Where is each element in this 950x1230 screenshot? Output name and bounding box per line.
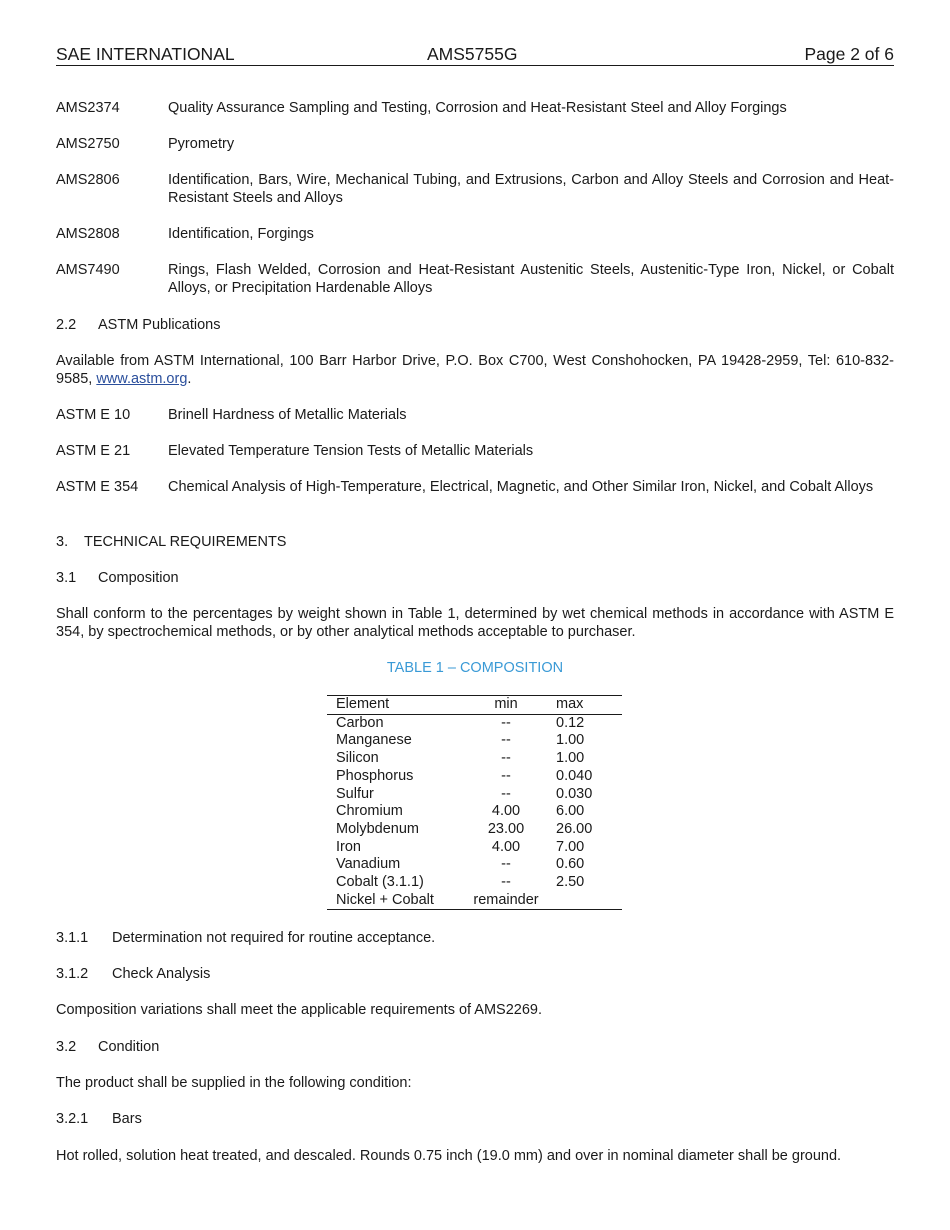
max-cell: 6.00 <box>556 803 585 820</box>
max-cell: 2.50 <box>556 874 585 891</box>
column-header: min <box>466 696 546 715</box>
reference-title: Identification, Bars, Wire, Mechanical Tubing, and Extrusions, Carbon and Alloy Steels and Corrosion and Heat-Resistant Steels and Alloys <box>168 172 894 206</box>
section-title: Check Analysis <box>112 966 211 982</box>
min-cell: 23.00 <box>487 820 525 837</box>
reference-title: Identification, Forgings <box>168 226 314 242</box>
reference-entry <box>56 99 894 117</box>
table-row <box>327 874 622 892</box>
min-cell: -- <box>501 750 511 767</box>
section-heading-3-2-1 <box>56 1110 142 1128</box>
condition-paragraph: The product shall be supplied in the following condition: <box>56 1075 412 1091</box>
table-row <box>327 803 622 821</box>
section-number: 3.2 <box>56 1039 77 1055</box>
table-row <box>327 786 622 804</box>
reference-code: AMS2806 <box>56 172 120 188</box>
min-cell: -- <box>501 767 511 784</box>
reference-entry <box>56 261 894 297</box>
astm-availability-paragraph <box>56 352 894 388</box>
header-page-number: Page 2 of 6 <box>804 44 894 64</box>
element-cell: Nickel + Cobalt <box>327 892 466 910</box>
reference-code: AMS7490 <box>56 262 120 278</box>
table-row <box>327 768 622 786</box>
table-row <box>327 856 622 874</box>
max-cell: 1.00 <box>556 732 585 749</box>
max-cell: 7.00 <box>556 838 585 855</box>
astm-website-link[interactable]: www.astm.org <box>96 371 188 387</box>
max-cell: 0.040 <box>556 767 593 784</box>
element-cell: Phosphorus <box>336 767 414 784</box>
reference-title: Pyrometry <box>168 136 235 152</box>
section-title: Bars <box>112 1111 142 1127</box>
element-cell: Vanadium <box>336 856 401 873</box>
composition-paragraph: Shall conform to the percentages by weight shown in Table 1, determined by wet chemical methods in accordance with ASTM E 354, by spectrochemical methods, or by other analytical methods acceptable to purchaser. <box>56 606 894 640</box>
reference-entry <box>56 135 894 153</box>
section-number: 3.2.1 <box>56 1111 89 1127</box>
section-title: TECHNICAL REQUIREMENTS <box>84 534 287 550</box>
column-header: max <box>546 696 622 715</box>
section-title: ASTM Publications <box>98 317 221 333</box>
min-cell: remainder <box>466 892 546 910</box>
reference-title: Rings, Flash Welded, Corrosion and Heat-Resistant Austenitic Steels, Austenitic-Type Iron, Nickel, or Cobalt Alloys, or Precipitation Hardenable Alloys <box>168 262 894 296</box>
element-cell: Iron <box>336 838 361 855</box>
section-number: 3.1 <box>56 570 77 586</box>
reference-entry <box>56 406 894 424</box>
min-cell: 4.00 <box>491 838 521 855</box>
reference-entry <box>56 225 894 243</box>
max-cell: 0.60 <box>556 856 585 873</box>
section-heading-3-1 <box>56 569 179 587</box>
reference-code: ASTM E 10 <box>56 407 131 423</box>
table-header-row <box>327 696 622 715</box>
table-row <box>327 750 622 768</box>
reference-entry <box>56 171 894 207</box>
element-cell: Manganese <box>336 732 412 749</box>
table-row <box>327 821 622 839</box>
table-title: TABLE 1 – COMPOSITION <box>386 660 564 676</box>
min-cell: -- <box>501 856 511 873</box>
table-row <box>327 732 622 750</box>
min-cell: -- <box>501 785 511 802</box>
max-cell: 0.030 <box>556 785 593 802</box>
element-cell: Molybdenum <box>336 820 420 837</box>
reference-title: Elevated Temperature Tension Tests of Metallic Materials <box>168 443 534 459</box>
reference-title: Quality Assurance Sampling and Testing, Corrosion and Heat-Resistant Steel and Alloy Forgings <box>168 100 787 116</box>
max-cell: 1.00 <box>556 750 585 767</box>
table-row <box>327 714 622 732</box>
min-cell: -- <box>501 732 511 749</box>
reference-title: Chemical Analysis of High-Temperature, Electrical, Magnetic, and Other Similar Iron, Nickel, and Cobalt Alloys <box>168 479 874 495</box>
section-heading-3-1-2 <box>56 965 210 983</box>
reference-entry <box>56 442 894 460</box>
section-number: 3. <box>56 534 69 550</box>
section-heading-3 <box>56 533 286 551</box>
reference-entry <box>56 478 894 496</box>
section-heading-3-2 <box>56 1038 159 1056</box>
section-title: Determination not required for routine acceptance. <box>112 930 436 946</box>
section-number: 3.1.2 <box>56 966 89 982</box>
element-cell: Carbon <box>336 714 384 731</box>
header-organization: SAE INTERNATIONAL <box>56 44 235 64</box>
reference-title: Brinell Hardness of Metallic Materials <box>168 407 407 423</box>
availability-text: Available from ASTM International, 100 Barr Harbor Drive, P.O. Box C700, West Conshohocken, PA 19428-2959, Tel: 610-832-9585, <box>56 353 894 387</box>
column-header: Element <box>327 696 466 715</box>
table-row <box>327 892 622 910</box>
reference-code: ASTM E 21 <box>56 443 131 459</box>
composition-table <box>327 695 622 910</box>
min-cell: -- <box>501 714 511 731</box>
table-row <box>327 839 622 857</box>
reference-code: ASTM E 354 <box>56 479 139 495</box>
bars-paragraph: Hot rolled, solution heat treated, and descaled. Rounds 0.75 inch (19.0 mm) and over in nominal diameter shall be ground. <box>56 1148 842 1164</box>
max-cell <box>546 892 622 910</box>
element-cell: Sulfur <box>336 785 374 802</box>
min-cell: 4.00 <box>491 803 521 820</box>
reference-code: AMS2808 <box>56 226 120 242</box>
page-header <box>56 44 894 66</box>
element-cell: Chromium <box>336 803 403 820</box>
reference-code: AMS2750 <box>56 136 120 152</box>
check-analysis-paragraph: Composition variations shall meet the applicable requirements of AMS2269. <box>56 1002 543 1018</box>
element-cell: Silicon <box>336 750 379 767</box>
max-cell: 26.00 <box>556 820 593 837</box>
section-number: 2.2 <box>56 317 77 333</box>
max-cell: 0.12 <box>556 714 585 731</box>
section-number: 3.1.1 <box>56 930 89 946</box>
availability-period: . <box>187 371 192 387</box>
min-cell: -- <box>501 874 511 891</box>
header-document-number: AMS5755G <box>427 44 518 64</box>
element-cell: Cobalt (3.1.1) <box>336 874 424 891</box>
section-heading-2-2 <box>56 316 221 334</box>
section-heading-3-1-1 <box>56 929 435 947</box>
section-title: Composition <box>98 570 179 586</box>
section-title: Condition <box>98 1039 160 1055</box>
reference-code: AMS2374 <box>56 100 120 116</box>
